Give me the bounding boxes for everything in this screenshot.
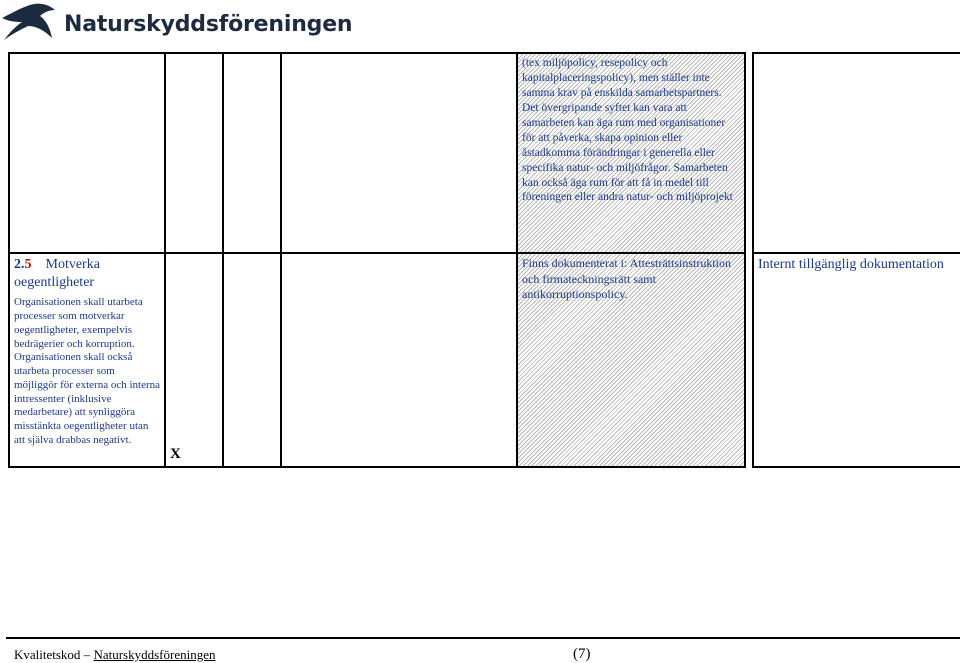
evidence-text: (tex miljöpolicy, resepolicy och kapitalplaceringspolicy), men ställer inte samma krav på enskilda samarbetspartners. Det övergripande syftet kan vara att samarbeten kan äga rum med organisationer för att påverka, skapa opinion eller åstadkomma förändringar i generella eller specifika natur- och miljöfrågor. Samarbeten kan också äga rum för att få in medel till föreningen eller andra natur- och miljöprojekt: [522, 57, 733, 204]
criterion-requirement: Organisationen skall utarbeta processer som motverkar oegentligheter, exempelvis bedrägerier och korruption. Organisationen skall också utarbeta processer som möjliggör för externa och interna intressenter (inklusive medarbetare) att synliggöra misstänkta oegentligheter utan att själva drabbas negativt.: [14, 296, 161, 446]
table-row: [9, 53, 960, 253]
criterion-number-suffix: 5: [24, 257, 32, 272]
logo-wordmark: Naturskyddsföreningen: [64, 12, 353, 37]
assessment-table: [8, 52, 960, 468]
comment-cell: [281, 253, 517, 467]
logo: [0, 0, 353, 48]
footer-prefix: Kvalitetskod: [14, 647, 81, 662]
criterion-title: [14, 256, 160, 292]
spacer-cell: [745, 253, 753, 467]
footer-label: Kvalitetskod – Naturskyddsföreningen: [14, 647, 216, 662]
criterion-cell: [9, 253, 165, 467]
criterion-cell: [9, 53, 165, 253]
check-cell: [165, 53, 223, 253]
check-cell: [223, 53, 281, 253]
documentation-cell: [753, 253, 960, 467]
evidence-cell: [517, 53, 745, 253]
evidence-text: Finns dokumenterat i: Attesträttsinstruktion och firmateckningsrätt samt antikorruptionspolicy.: [522, 256, 731, 302]
footer-divider: [6, 637, 960, 639]
table-row: [9, 253, 960, 467]
spacer-cell: [745, 53, 753, 253]
bird-logo-icon: [0, 0, 60, 48]
x-mark: X: [170, 445, 181, 462]
check-cell: [165, 253, 223, 467]
page-number: (7): [573, 646, 591, 662]
check-cell: [223, 253, 281, 467]
documentation-cell: [753, 53, 960, 253]
comment-cell: [281, 53, 517, 253]
criterion-number: 2.: [14, 257, 25, 272]
evidence-cell: [517, 253, 745, 467]
documentation-text: Internt tillgänglig dokumentation: [758, 257, 944, 272]
footer-org: Naturskyddsföreningen: [93, 647, 216, 662]
criterion-title-text: Motverka oegentligheter: [14, 257, 100, 291]
